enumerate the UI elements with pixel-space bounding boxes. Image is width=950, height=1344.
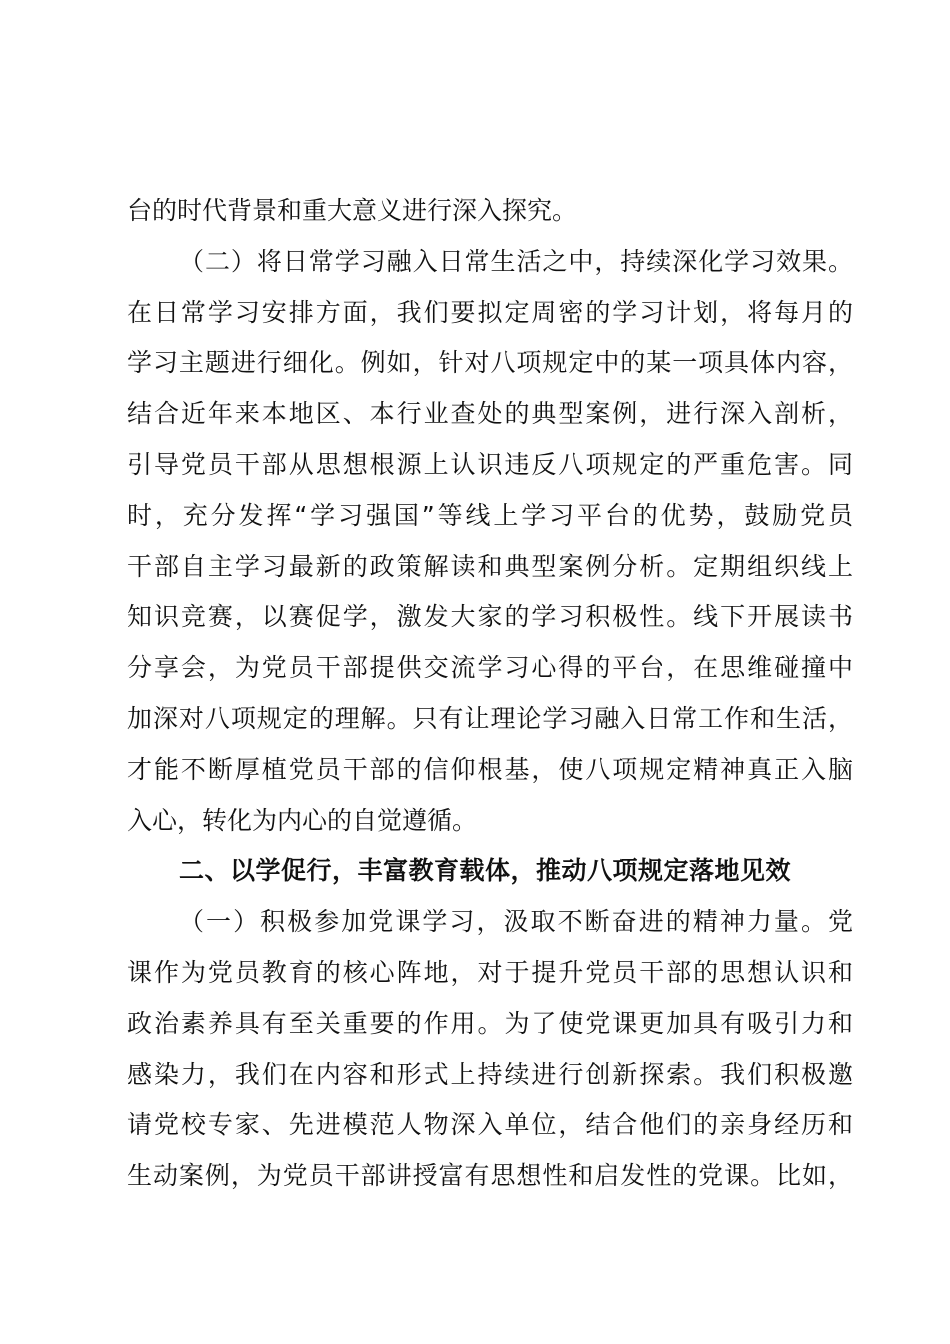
paragraph-line: 时，充分发挥“学习强国”等线上学习平台的优势，鼓励党员 <box>127 500 853 530</box>
paragraph-line: 课作为党员教育的核心阵地，对于提升党员干部的思想认识和 <box>127 957 853 987</box>
paragraph-line: 才能不断厚植党员干部的信仰根基，使八项规定精神真正入脑 <box>127 754 853 784</box>
paragraph-line: 入心，转化为内心的自觉遵循。 <box>127 805 478 835</box>
paragraph-line: 政治素养具有至关重要的作用。为了使党课更加具有吸引力和 <box>127 1008 853 1038</box>
subsection-heading-line: （二）将日常学习融入日常生活之中，持续深化学习效果。 <box>179 246 853 276</box>
paragraph-line: 知识竞赛，以赛促学，激发大家的学习积极性。线下开展读书 <box>127 602 853 632</box>
paragraph-line: 学习主题进行细化。例如，针对八项规定中的某一项具体内容， <box>127 348 853 378</box>
paragraph-line: 生动案例，为党员干部讲授富有思想性和启发性的党课。比如， <box>127 1161 853 1191</box>
paragraph-line: 请党校专家、先进模范人物深入单位，结合他们的亲身经历和 <box>127 1110 853 1140</box>
paragraph-line: 干部自主学习最新的政策解读和典型案例分析。定期组织线上 <box>127 551 853 581</box>
paragraph-line: 加深对八项规定的理解。只有让理论学习融入日常工作和生活， <box>127 703 853 733</box>
paragraph-line: 台的时代背景和重大意义进行深入探究。 <box>127 196 578 225</box>
paragraph-line: 分享会，为党员干部提供交流学习心得的平台，在思维碰撞中 <box>127 653 853 683</box>
document-body <box>127 186 853 1202</box>
paragraph-line: 结合近年来本地区、本行业查处的典型案例，进行深入剖析， <box>127 399 853 429</box>
section-heading: 二、以学促行，丰富教育载体，推动八项规定落地见效 <box>179 856 792 886</box>
subsection-heading-line: （一）积极参加党课学习，汲取不断奋进的精神力量。党 <box>179 907 853 937</box>
paragraph-line: 引导党员干部从思想根源上认识违反八项规定的严重危害。同 <box>127 449 853 479</box>
paragraph-line: 感染力，我们在内容和形式上持续进行创新探索。我们积极邀 <box>127 1059 853 1089</box>
paragraph-line: 在日常学习安排方面，我们要拟定周密的学习计划，将每月的 <box>127 297 853 327</box>
